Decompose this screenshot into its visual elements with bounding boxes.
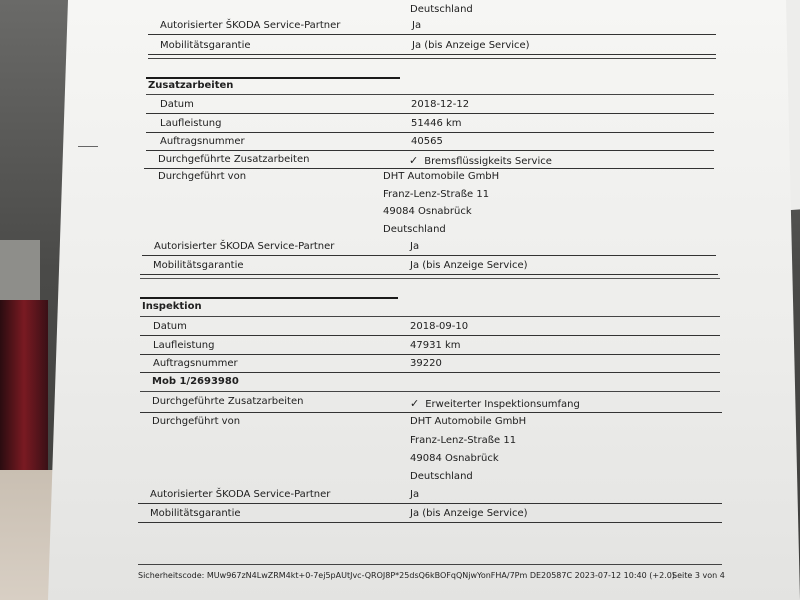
zusatz-work-value-wrap xyxy=(409,154,552,167)
inspektion-auftrag-row xyxy=(140,356,720,373)
zusatz-mobility-label: Mobilitätsgarantie xyxy=(153,260,244,271)
zusatz-datum-label: Datum xyxy=(160,99,194,110)
zusatz-by-row xyxy=(144,169,714,185)
zusatz-end-divider xyxy=(140,278,720,279)
zusatz-title: Zusatzarbeiten xyxy=(148,80,234,91)
check-icon: ✓ xyxy=(410,397,420,410)
inspektion-mob-number: Mob 1/2693980 xyxy=(152,376,239,387)
inspektion-mobility-row xyxy=(138,506,722,523)
inspektion-mobility-value: Ja (bis Anzeige Service) xyxy=(410,508,528,519)
zusatz-by-line-4: Deutschland xyxy=(383,224,446,235)
inspektion-work-label: Durchgeführte Zusatzarbeiten xyxy=(152,396,304,407)
page-number: Seite 3 von 4 xyxy=(672,571,725,580)
zusatz-mobility-row xyxy=(140,258,718,275)
inspektion-work-value-wrap xyxy=(410,397,580,410)
inspektion-work-row xyxy=(140,394,722,413)
inspektion-by-label: Durchgeführt von xyxy=(152,416,241,427)
zusatz-datum-value: 2018-12-12 xyxy=(411,99,470,110)
zusatz-by-line-1: DHT Automobile GmbH xyxy=(383,171,500,182)
top-partner-row xyxy=(148,18,716,35)
zusatz-datum-row xyxy=(146,97,714,114)
inspektion-mobility-label: Mobilitätsgarantie xyxy=(150,508,241,519)
zusatz-title-divider xyxy=(146,94,714,95)
inspektion-by-line-2: Franz-Lenz-Straße 11 xyxy=(410,435,517,446)
zusatz-mobility-value: Ja (bis Anzeige Service) xyxy=(410,260,528,271)
top-city-row xyxy=(410,2,710,18)
zusatz-lauf-row xyxy=(146,116,714,133)
zusatz-lauf-label: Laufleistung xyxy=(160,118,222,129)
footer-divider xyxy=(138,564,722,565)
zusatz-auftrag-row xyxy=(146,134,714,151)
top-divider xyxy=(148,58,716,59)
security-code: Sicherheitscode: MUw967zN4LwZRM4kt+0-7ej5pAUtJvc-QROJ8P*25dsQ6kBOFqQNjwYonFHA/7Pm DE20587C 2023-07-12 10:40 (+2.0) xyxy=(138,571,675,580)
inspektion-partner-row xyxy=(138,487,722,504)
inspektion-by-line-4: Deutschland xyxy=(410,471,473,482)
zusatz-work-row xyxy=(144,152,714,169)
zusatz-auftrag-label: Auftragsnummer xyxy=(160,136,245,147)
inspektion-by-line-3: 49084 Osnabrück xyxy=(410,453,499,464)
inspektion-work-value: Erweiterter Inspektionsumfang xyxy=(425,399,580,410)
inspektion-title-divider xyxy=(140,316,720,317)
zusatz-partner-label: Autorisierter ŠKODA Service-Partner xyxy=(154,241,335,252)
top-mobility-value: Ja (bis Anzeige Service) xyxy=(412,40,530,51)
zusatz-work-value: Bremsflüssigkeits Service xyxy=(424,156,552,167)
inspektion-partner-value: Ja xyxy=(410,489,420,500)
top-partner-label: Autorisierter ŠKODA Service-Partner xyxy=(160,20,341,31)
check-icon: ✓ xyxy=(409,154,419,167)
zusatz-lauf-value: 51446 km xyxy=(411,118,462,129)
zusatz-by-line-2: Franz-Lenz-Straße 11 xyxy=(383,189,490,200)
zusatz-partner-row xyxy=(142,239,716,256)
top-mobility-row xyxy=(148,38,716,55)
inspektion-title: Inspektion xyxy=(142,301,202,312)
inspektion-by-row xyxy=(140,414,722,430)
inspektion-auftrag-value: 39220 xyxy=(410,358,442,369)
top-partner-value: Ja xyxy=(412,20,422,31)
zusatz-work-label: Durchgeführte Zusatzarbeiten xyxy=(158,154,310,165)
zusatz-partner-value: Ja xyxy=(410,241,420,252)
inspektion-by-line-1: DHT Automobile GmbH xyxy=(410,416,527,427)
inspektion-auftrag-label: Auftragsnummer xyxy=(153,358,238,369)
inspektion-lauf-row xyxy=(140,338,720,355)
inspektion-datum-value: 2018-09-10 xyxy=(410,321,469,332)
zusatz-by-line-3: 49084 Osnabrück xyxy=(383,206,472,217)
zusatz-auftrag-value: 40565 xyxy=(411,136,443,147)
inspektion-datum-label: Datum xyxy=(153,321,187,332)
inspektion-lauf-value: 47931 km xyxy=(410,340,461,351)
inspektion-partner-label: Autorisierter ŠKODA Service-Partner xyxy=(150,489,331,500)
zusatz-header-bar xyxy=(146,77,400,79)
inspektion-lauf-label: Laufleistung xyxy=(153,340,215,351)
top-city-value: Deutschland xyxy=(410,4,473,15)
inspektion-datum-row xyxy=(140,319,720,336)
inspektion-header-bar xyxy=(140,297,398,299)
zusatz-by-label: Durchgeführt von xyxy=(158,171,247,182)
top-mobility-label: Mobilitätsgarantie xyxy=(160,40,251,51)
inspektion-mob-divider xyxy=(140,391,720,392)
